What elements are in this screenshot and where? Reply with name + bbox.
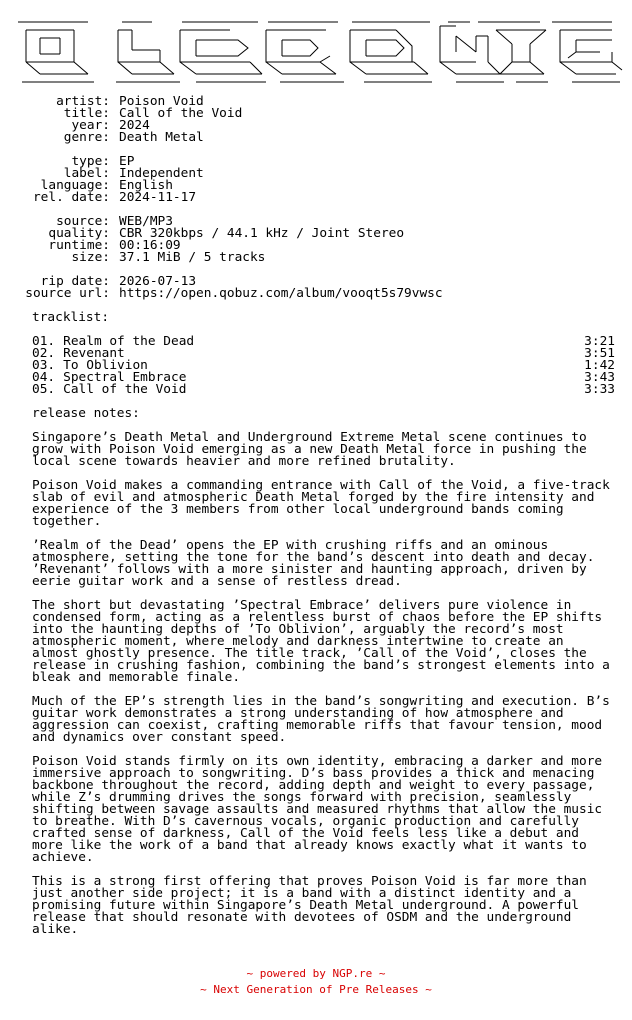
info-row	[0, 288, 443, 300]
info-label: source url:	[25, 286, 110, 301]
track-duration: 3:21	[584, 334, 615, 349]
track-number: 01.	[32, 334, 56, 349]
notes-heading: release notes:	[32, 406, 140, 421]
ascii-art-logo	[0, 0, 632, 90]
track-number: 03.	[32, 358, 56, 373]
info-label: genre:	[63, 130, 110, 145]
notes-paragraph: The short but devastating ’Spectral Embrace’ delivers pure violence in condensed form, acting as a relentless burst of chaos before the EP shifts into the haunting depths of ’To Oblivion’, arguably the record’s most atmospheric moment, where melody and darkness intertwine to create an almost ghostly presence. The title track, ’Call of the Void’, closes the release in crushing fashion, combining the band’s strongest elements into a bleak and memorable finale.	[32, 598, 610, 685]
footer-tagline: ~ Next Generation of Pre Releases ~	[200, 983, 432, 996]
track-title: Realm of the Dead	[63, 334, 195, 349]
info-value: WEB/MP3	[119, 214, 173, 229]
info-value: Call of the Void	[119, 106, 243, 121]
info-value: Independent	[119, 166, 204, 181]
info-value: CBR 320kbps / 44.1 kHz / Joint Stereo	[119, 226, 405, 241]
info-value: Poison Void	[119, 94, 204, 109]
info-value: 37.1 MiB / 5 tracks	[119, 250, 266, 265]
track-title: Spectral Embrace	[63, 370, 187, 385]
footer-powered-by: ~ powered by NGP.re ~	[246, 967, 386, 980]
info-label: rel. date:	[32, 190, 110, 205]
notes-paragraph: Poison Void makes a commanding entrance with Call of the Void, a five-track slab of evil and atmospheric Death Metal forged by the fire intensity and experience of the 3 members from other local underground bands coming together.	[32, 478, 610, 529]
notes-paragraph: Singapore’s Death Metal and Underground Extreme Metal scene continues to grow with Poison Void emerging as a new Death Metal force in pushing the local scene towards heavier and more refined brutality.	[32, 430, 587, 469]
track-title: Call of the Void	[63, 382, 187, 397]
track-number: 02.	[32, 346, 56, 361]
notes-paragraph: Much of the EP’s strength lies in the band’s songwriting and execution. B’s guitar work demonstrates a strong understanding of how atmosphere and aggression can coexist, crafting memorable riffs that favour tension, mood and dynamics over constant speed.	[32, 694, 610, 745]
track-duration: 3:33	[584, 382, 615, 397]
info-label: source:	[56, 214, 110, 229]
info-label: type:	[71, 154, 110, 169]
info-label: runtime:	[48, 238, 110, 253]
info-row	[0, 132, 204, 144]
track-duration: 3:43	[584, 370, 615, 385]
info-row	[0, 252, 265, 264]
notes-paragraph: This is a strong first offering that proves Poison Void is far more than just another side project; it is a band with a distinct identity and a promising future within Singapore’s Death Metal underground. A powerful release that should resonate with devotees of OSDM and the underground alike.	[32, 874, 587, 937]
track-number: 05.	[32, 382, 56, 397]
info-value: 2026-07-13	[119, 274, 197, 289]
info-value: https://open.qobuz.com/album/vooqt5s79vwsc	[119, 286, 443, 301]
info-value: Death Metal	[119, 130, 204, 145]
track-title: To Oblivion	[63, 358, 148, 373]
track-duration: 1:42	[584, 358, 615, 373]
info-label: size:	[71, 250, 110, 265]
info-label: language:	[40, 178, 110, 193]
notes-paragraph: Poison Void stands firmly on its own identity, embracing a darker and more immersive approach to songwriting. D’s bass provides a thick and menacing backbone throughout the record, adding depth and weight to every passage, while Z’s drumming drives the songs forward with precision, seamlessly shifting between savage assaults and measured rhythms that allow the music to breathe. With D’s cavernous vocals, organic production and carefully crafted sense of darkness, Call of the Void feels less like a debut and more like the work of a band that already knows exactly what it wants to achieve.	[32, 754, 603, 865]
info-row	[0, 192, 196, 204]
track-row	[32, 384, 186, 396]
info-label: label:	[63, 166, 110, 181]
info-label: quality:	[48, 226, 110, 241]
info-value: 2024-11-17	[119, 190, 197, 205]
info-value: English	[119, 178, 173, 193]
info-label: rip date:	[40, 274, 110, 289]
tracklist-heading: tracklist:	[32, 310, 110, 325]
track-title: Revenant	[63, 346, 125, 361]
info-label: year:	[71, 118, 110, 133]
info-value: 2024	[119, 118, 150, 133]
info-label: title:	[63, 106, 110, 121]
info-value: 00:16:09	[119, 238, 181, 253]
track-duration: 3:51	[584, 346, 615, 361]
info-value: EP	[119, 154, 135, 169]
info-label: artist:	[56, 94, 110, 109]
track-number: 04.	[32, 370, 56, 385]
notes-paragraph: ’Realm of the Dead’ opens the EP with crushing riffs and an ominous atmosphere, setting the tone for the band’s descent into death and decay. ’Revenant’ follows with a more sinister and haunting approach, driven by eerie guitar work and a sense of restless dread.	[32, 538, 595, 589]
